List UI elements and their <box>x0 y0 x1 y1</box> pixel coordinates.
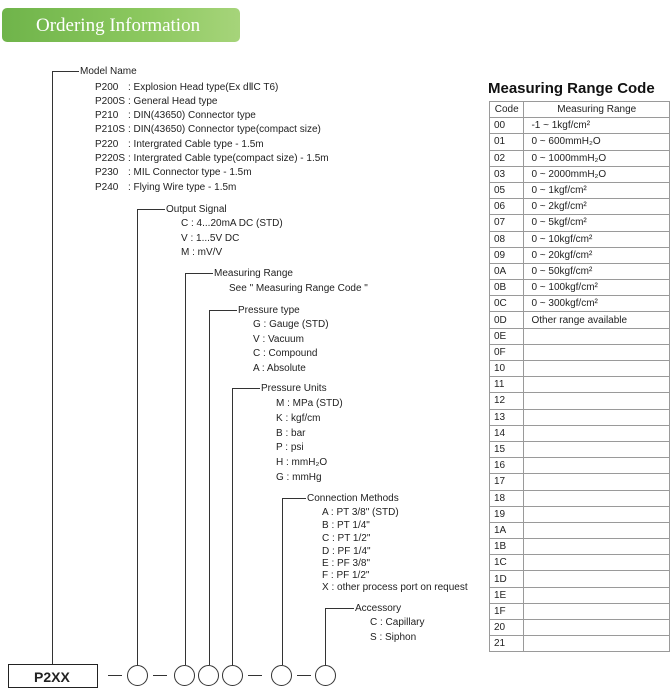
model-code: P200S <box>95 96 126 107</box>
range-code-cell: 19 <box>490 506 524 522</box>
output-connector <box>137 209 138 665</box>
units-option: M : MPa (STD) <box>276 398 343 409</box>
conn-option: D : PF 1/4" <box>322 546 371 557</box>
range-code-cell: 1E <box>490 587 524 603</box>
range-code-cell: 11 <box>490 377 524 393</box>
conn-option: E : PF 3/8" <box>322 558 371 569</box>
table-row <box>490 636 670 652</box>
model-code-value: P2XX <box>34 669 70 685</box>
units-option: B : bar <box>276 428 306 439</box>
range-value-cell <box>524 603 670 619</box>
range-value-cell <box>524 490 670 506</box>
range-code-cell: 06 <box>490 199 524 215</box>
range-value-cell: 0 ~ 2000mmH₂O <box>524 166 670 182</box>
conn-option: A : PT 3/8" (STD) <box>322 507 399 518</box>
accessory-slot <box>315 665 336 686</box>
table-row <box>490 344 670 360</box>
range-code-cell: 09 <box>490 247 524 263</box>
ptype-slot <box>222 665 243 686</box>
table-row <box>490 263 670 279</box>
range-value-cell <box>524 636 670 652</box>
range-code-cell: 21 <box>490 636 524 652</box>
range-value-cell: 0 ~ 1kgf/cm² <box>524 182 670 198</box>
output-option: V : 1...5V DC <box>181 233 240 244</box>
table-row <box>490 296 670 312</box>
table-row <box>490 134 670 150</box>
range-value-cell: Other range available <box>524 312 670 328</box>
table-row <box>490 441 670 457</box>
range-code-cell: 10 <box>490 361 524 377</box>
range-note: See " Measuring Range Code " <box>229 283 368 294</box>
conn-option: F : PF 1/2" <box>322 570 370 581</box>
table-row <box>490 490 670 506</box>
model-code: P220S <box>95 153 126 164</box>
model-desc: : Explosion Head type(Ex dⅡC T6) <box>128 82 279 93</box>
range-code-cell: 0F <box>490 344 524 360</box>
range-connector <box>185 273 186 665</box>
range-value-cell: 0 ~ 5kgf/cm² <box>524 215 670 231</box>
table-row <box>490 587 670 603</box>
model-connector <box>52 71 53 664</box>
range-slot <box>174 665 195 686</box>
range-value-cell <box>524 506 670 522</box>
model-code: P230 <box>95 167 119 178</box>
range-code-cell: 13 <box>490 409 524 425</box>
table-row <box>490 522 670 538</box>
model-desc: : MIL Connector type - 1.5m <box>128 167 252 178</box>
table-row <box>490 231 670 247</box>
table-row <box>490 215 670 231</box>
range-value-cell <box>524 328 670 344</box>
ptype-option: V : Vacuum <box>253 334 304 345</box>
range-code-cell: 15 <box>490 441 524 457</box>
conn-option: X : other process port on request <box>322 582 468 593</box>
range-value-cell <box>524 522 670 538</box>
table-row <box>490 393 670 409</box>
table-row <box>490 539 670 555</box>
table-row <box>490 620 670 636</box>
units-option: K : kgf/cm <box>276 413 321 424</box>
range-code-cell: 05 <box>490 182 524 198</box>
conn-connector <box>282 498 283 665</box>
range-value-cell <box>524 474 670 490</box>
ptype-option: A : Absolute <box>253 363 306 374</box>
section-header <box>2 8 240 42</box>
range-value-cell: 0 ~ 50kgf/cm² <box>524 263 670 279</box>
range-value-cell <box>524 620 670 636</box>
range-value-cell: 0 ~ 300kgf/cm² <box>524 296 670 312</box>
output-option: C : 4...20mA DC (STD) <box>181 218 283 229</box>
range-code-cell: 07 <box>490 215 524 231</box>
range-code-cell: 00 <box>490 118 524 134</box>
acc-option: C : Capillary <box>370 617 425 628</box>
range-value-cell <box>524 361 670 377</box>
range-value-cell <box>524 344 670 360</box>
ptype-option: C : Compound <box>253 348 318 359</box>
model-code: P220 <box>95 139 119 150</box>
range-value-cell: 0 ~ 1000mmH₂O <box>524 150 670 166</box>
range-code-cell: 20 <box>490 620 524 636</box>
separator-dash <box>153 675 167 676</box>
model-desc: : Intergrated Cable type - 1.5m <box>128 139 264 150</box>
range-value-cell <box>524 458 670 474</box>
range-code-table <box>489 101 670 652</box>
model-code-box <box>8 664 98 688</box>
table-row <box>490 506 670 522</box>
range-code-cell: 1F <box>490 603 524 619</box>
range-code-cell: 1B <box>490 539 524 555</box>
range-code-cell: 0C <box>490 296 524 312</box>
range-value-cell: 0 ~ 600mmH₂O <box>524 134 670 150</box>
range-value-cell <box>524 377 670 393</box>
model-code: P200 <box>95 82 119 93</box>
table-row <box>490 474 670 490</box>
table-row <box>490 182 670 198</box>
range-label: Measuring Range <box>214 268 293 279</box>
range-value-cell: -1 ~ 1kgf/cm² <box>524 118 670 134</box>
model-desc: : General Head type <box>128 96 218 107</box>
range-code-cell: 0D <box>490 312 524 328</box>
conn-option: C : PT 1/2" <box>322 533 371 544</box>
units-option: P : psi <box>276 442 304 453</box>
range-code-cell: 1D <box>490 571 524 587</box>
range-slot <box>198 665 219 686</box>
range-code-cell: 0A <box>490 263 524 279</box>
model-code: P240 <box>95 182 119 193</box>
range-code-cell: 0E <box>490 328 524 344</box>
ptype-label: Pressure type <box>238 305 300 316</box>
units-option: H : mmH₂O <box>276 457 328 468</box>
table-row <box>490 361 670 377</box>
table-row <box>490 118 670 134</box>
model-code: P210 <box>95 110 119 121</box>
separator-dash <box>297 675 311 676</box>
range-value-cell <box>524 555 670 571</box>
range-code-cell: 0B <box>490 280 524 296</box>
separator-dash <box>248 675 262 676</box>
range-code-cell: 16 <box>490 458 524 474</box>
ptype-connector <box>209 310 210 665</box>
table-row <box>490 166 670 182</box>
output-label: Output Signal <box>166 204 227 215</box>
range-value-cell <box>524 393 670 409</box>
range-value-cell <box>524 409 670 425</box>
model-desc: : DIN(43650) Connector type(compact size) <box>128 124 321 135</box>
range-code-cell: 17 <box>490 474 524 490</box>
range-value-cell: 0 ~ 10kgf/cm² <box>524 231 670 247</box>
table-row <box>490 150 670 166</box>
header-code: Code <box>490 102 524 118</box>
ptype-option: G : Gauge (STD) <box>253 319 329 330</box>
table-row <box>490 555 670 571</box>
table-row <box>490 312 670 328</box>
acc-option: S : Siphon <box>370 632 417 643</box>
acc-connector <box>325 608 326 665</box>
table-row <box>490 425 670 441</box>
range-value-cell <box>524 539 670 555</box>
table-row <box>490 377 670 393</box>
output-option: M : mV/V <box>181 247 223 258</box>
range-value-cell: 0 ~ 100kgf/cm² <box>524 280 670 296</box>
model-desc: : Flying Wire type - 1.5m <box>128 182 237 193</box>
range-code-cell: 1A <box>490 522 524 538</box>
range-code-cell: 08 <box>490 231 524 247</box>
range-value-cell: 0 ~ 20kgf/cm² <box>524 247 670 263</box>
model-label: Model Name <box>80 66 137 77</box>
table-row <box>490 571 670 587</box>
units-label: Pressure Units <box>261 383 327 394</box>
units-option: G : mmHg <box>276 472 322 483</box>
range-code-cell: 03 <box>490 166 524 182</box>
model-desc: : DIN(43650) Connector type <box>128 110 256 121</box>
separator-dash <box>108 675 122 676</box>
model-code: P210S <box>95 124 126 135</box>
range-value-cell <box>524 425 670 441</box>
range-code-cell: 18 <box>490 490 524 506</box>
table-row <box>490 199 670 215</box>
model-desc: : Intergrated Cable type(compact size) - 1.5m <box>128 153 329 164</box>
conn-label: Connection Methods <box>307 493 399 504</box>
range-value-cell <box>524 571 670 587</box>
range-code-cell: 1C <box>490 555 524 571</box>
units-connector <box>232 388 233 665</box>
range-code-cell: 12 <box>490 393 524 409</box>
section-title: Ordering Information <box>36 15 201 36</box>
range-value-cell: 0 ~ 2kgf/cm² <box>524 199 670 215</box>
conn-option: B : PT 1/4" <box>322 520 370 531</box>
units-slot <box>271 665 292 686</box>
output-slot <box>127 665 148 686</box>
range-value-cell <box>524 587 670 603</box>
table-row <box>490 409 670 425</box>
range-code-cell: 01 <box>490 134 524 150</box>
table-header-row <box>490 102 670 118</box>
range-code-cell: 02 <box>490 150 524 166</box>
table-row <box>490 458 670 474</box>
range-table-title: Measuring Range Code <box>488 80 655 97</box>
table-row <box>490 247 670 263</box>
range-code-cell: 14 <box>490 425 524 441</box>
table-row <box>490 328 670 344</box>
header-range: Measuring Range <box>524 102 670 118</box>
range-value-cell <box>524 441 670 457</box>
table-row <box>490 280 670 296</box>
table-row <box>490 603 670 619</box>
acc-label: Accessory <box>355 603 402 614</box>
